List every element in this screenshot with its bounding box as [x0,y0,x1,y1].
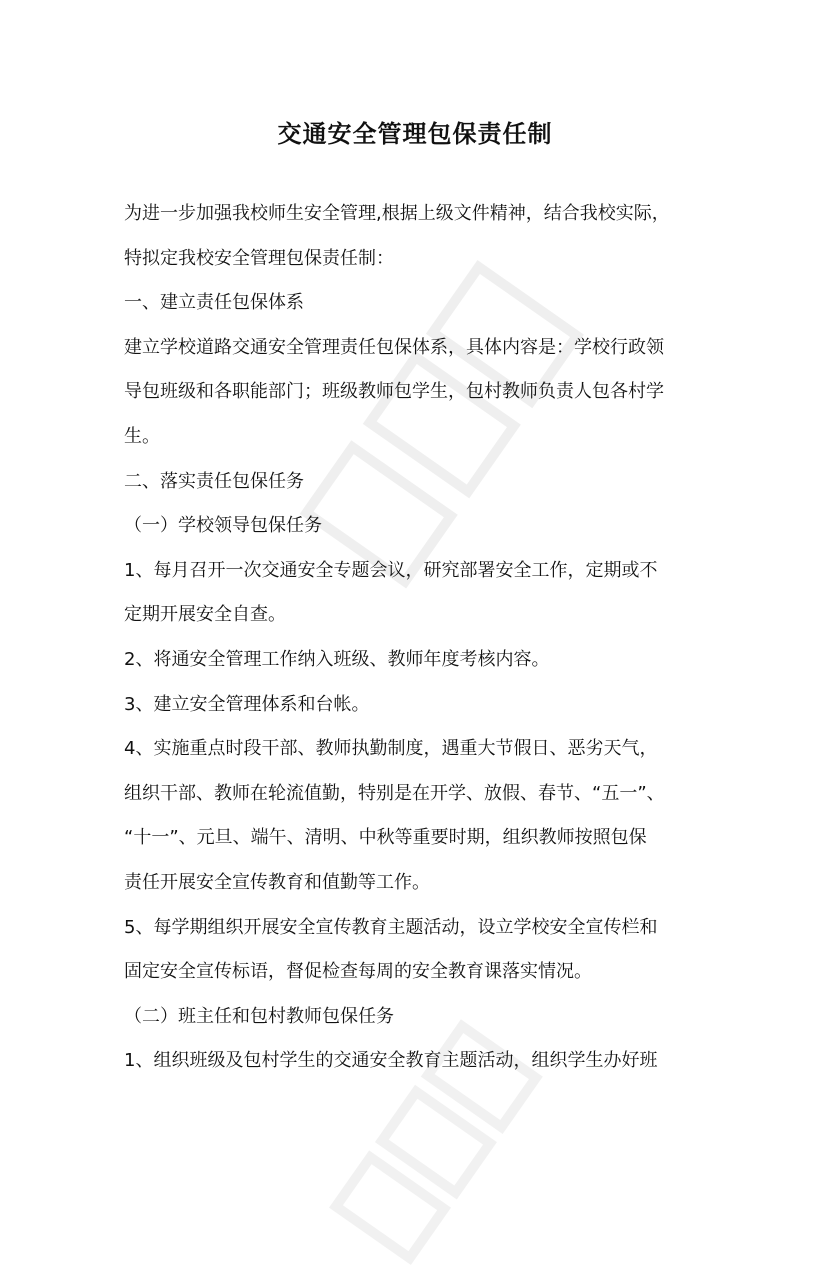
body-line: 组织干部、教师在轮流值勤，特别是在开学、放假、春节、“五一”、 [124,782,665,804]
section-heading: 一、建立责任包保体系 [124,292,304,314]
body-line: 2、将通安全管理工作纳入班级、教师年度考核内容。 [124,648,550,670]
subsection-heading: （一）学校领导包保任务 [124,515,322,537]
body-line: 1、组织班级及包村学生的交通安全教育主题活动，组织学生办好班 [124,1050,658,1072]
body-line: 固定安全宣传标语，督促检查每周的安全教育课落实情况。 [124,961,592,983]
body-line: 建立学校道路交通安全管理责任包保体系，具体内容是：学校行政领 [124,336,664,358]
body-line: 1、每月召开一次交通安全专题会议，研究部署安全工作，定期或不 [124,559,658,581]
body-line: 5、每学期组织开展安全宣传教育主题活动，设立学校安全宣传栏和 [124,916,658,938]
body-line: 3、建立安全管理体系和台帐。 [124,693,370,715]
body-line: 为进一步加强我校师生安全管理,根据上级文件精神，结合我校实际， [124,203,670,224]
body-line: 特拟定我校安全管理包保责任制： [124,247,394,269]
body-line: “十一”、元旦、端午、清明、中秋等重要时期，组织教师按照包保 [124,827,647,849]
body-line: 责任开展安全宣传教育和值勤等工作。 [124,871,430,893]
subsection-heading: （二）班主任和包村教师包保任务 [124,1005,394,1027]
document-body [124,192,724,1084]
document-title: 交通安全管理包保责任制 [277,120,553,148]
body-line: 生。 [124,425,160,447]
body-line: 定期开展安全自查。 [124,604,286,626]
body-line: 导包班级和各职能部门；班级教师包学生，包村教师负责人包各村学 [124,381,664,403]
section-heading: 二、落实责任包保任务 [124,470,304,492]
body-line: 4、实施重点时段干部、教师执勤制度，遇重大节假日、恶劣天气， [124,738,658,760]
